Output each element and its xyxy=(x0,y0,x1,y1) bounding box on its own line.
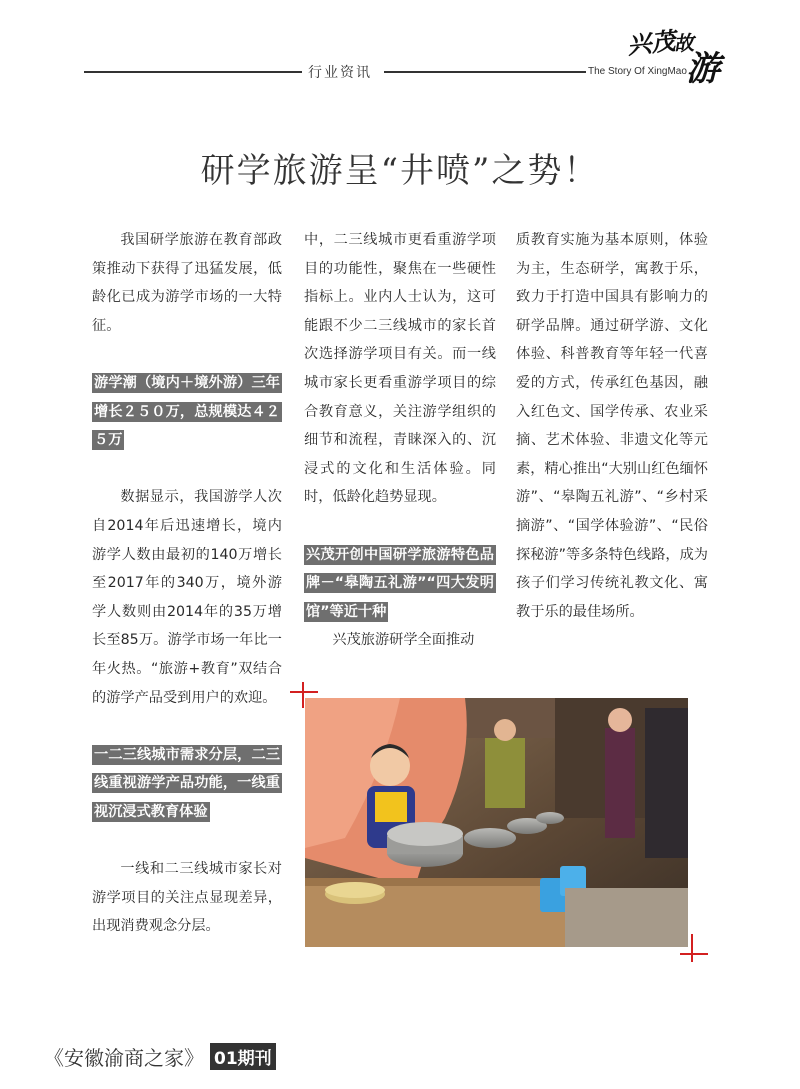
column-3 xyxy=(516,226,708,626)
article-photo xyxy=(305,698,688,947)
footer xyxy=(44,1043,276,1069)
brand-logo xyxy=(626,20,726,86)
column-2 xyxy=(304,226,496,655)
paragraph: 我国研学旅游在教育部政策推动下获得了迅猛发展，低龄化已成为游学市场的一大特征。 xyxy=(92,232,282,334)
issue-badge xyxy=(210,1043,276,1070)
svg-text:兴茂: 兴茂 xyxy=(626,25,677,60)
section-label: 行业资讯 xyxy=(308,65,372,81)
issue-label: 期刊 xyxy=(237,1048,272,1069)
crop-mark xyxy=(302,682,304,708)
column-1 xyxy=(92,226,282,941)
subheading-text: 一二三线城市需求分层，二三线重视游学产品功能，一线重视沉浸式教育体验 xyxy=(94,746,280,820)
magazine-name: 《安徽渝商之家》 xyxy=(44,1045,204,1070)
subheading xyxy=(304,541,496,627)
subheading xyxy=(92,369,282,455)
paragraph: 兴茂旅游研学全面推动 xyxy=(332,632,475,649)
header-story-caption: The Story Of XingMao xyxy=(588,66,687,77)
paragraph: 一线和二三线城市家长对游学项目的关注点显现差异，出现消费观念分层。 xyxy=(92,861,282,935)
crop-mark xyxy=(290,691,318,693)
issue-number: 01 xyxy=(214,1048,238,1069)
paragraph: 数据显示，我国游学人次自2014年后迅速增长，境内游学人数由最初的140万增长至2017年的340万，境外游学人数则由2014年的35万增长至85万。游学市场一年比一年火热。“旅游+教育”双结合的游学产品受到用户的欢迎。 xyxy=(92,489,282,706)
paragraph: 质教育实施为基本原则，体验为主，生态研学，寓教于乐，致力于打造中国具有影响力的研学品牌。通过研学游、文化体验、科普教育等年轻一代喜爱的方式，传承红色基因，融入红色文、国学传承、农业采摘、艺术体验、非遗文化等元素，精心推出“大别山红色缅怀游”、“皋陶五礼游”、“乡村采摘游”、“国学体验游”、“民俗探秘游”等多条特色线路，成为孩子们学习传统礼教文化、寓教于乐的最佳场所。 xyxy=(516,232,708,620)
article-title: 研学旅游呈“井喷”之势！ xyxy=(200,151,600,191)
crop-mark xyxy=(680,953,708,955)
crop-mark xyxy=(691,934,693,962)
header-rule-left xyxy=(84,71,302,73)
subheading-text: 兴茂开创中国研学旅游特色品牌－“皋陶五礼游”“四大发明馆”等近十种 xyxy=(306,546,494,620)
header-rule-right xyxy=(384,71,586,73)
subheading-text: 游学潮（境内＋境外游）三年增长２５０万，总规模达４２５万 xyxy=(94,374,280,449)
svg-text:故: 故 xyxy=(673,30,695,56)
subheading xyxy=(92,741,282,827)
paragraph: 中，二三线城市更看重游学项目的功能性，聚焦在一些硬性指标上。业内人士认为，这可能跟不少二三线城市的家长首次选择游学项目有关。而一线城市家长更看重游学项目的综合教育意义，关注游学组织的细节和流程，青睐深入的、沉浸式的文化和生活体验。同时，低龄化趋势显现。 xyxy=(304,232,496,506)
svg-text:游: 游 xyxy=(686,49,720,86)
